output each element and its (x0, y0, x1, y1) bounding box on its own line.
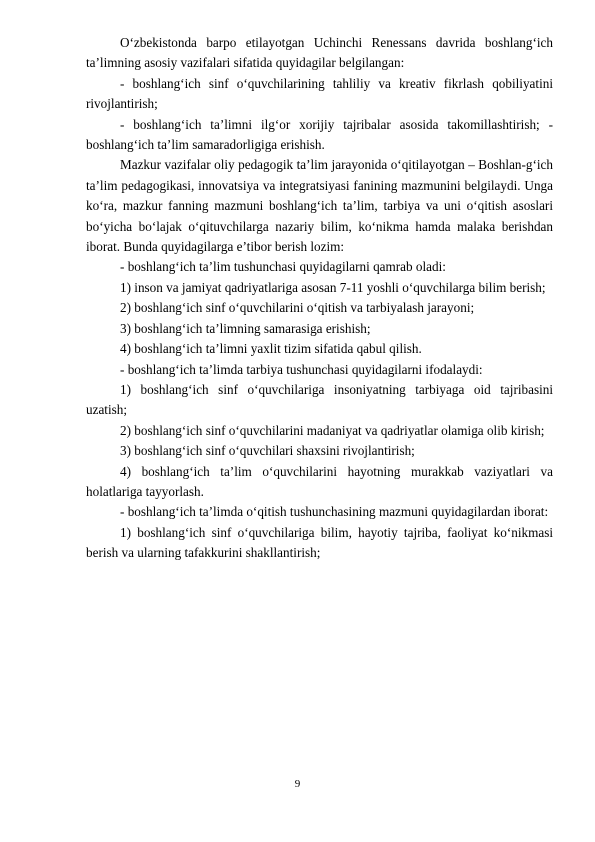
paragraph: Mazkur vazifalar oliy pedagogik ta’lim jarayonida o‘qitilayotgan – Boshlan-g‘ich ta’lim pedagogikasi, innovatsiya va integratsiyasi fanining mazmunini belgilaydi. Unga ko‘ra, mazkur fanning mazmuni boshlang‘ich ta’lim, tarbiya va uni o‘qitish asoslari bo‘yicha bo‘lajak o‘qituvchilarga nazariy bilim, ko‘nikma hamda malaka berishdan iborat. Bunda quyidagilarga e’tibor berish lozim: (86, 157, 553, 255)
page-number: 9 (294, 778, 301, 790)
paragraph: 2) boshlang‘ich sinf o‘quvchilarini o‘qitish va tarbiyalash jarayoni; (120, 300, 475, 316)
document-body (86, 33, 553, 564)
paragraph: O‘zbekistonda barpo etilayotgan Uchinchi Renessans davrida boshlang‘ich ta’limning asosiy vazifalari sifatida quyidagilar belgilangan: (86, 35, 553, 71)
paragraph: 1) inson va jamiyat qadriyatlariga asosan 7-11 yoshli o‘quvchilarga bilim berish; (120, 279, 546, 295)
paragraph: 4) boshlang‘ich ta’lim o‘quvchilarini hayotning murakkab vaziyatlari va holatlariga tayyorlash. (86, 463, 553, 499)
paragraph: - boshlang‘ich ta’lim tushunchasi quyidagilarni qamrab oladi: (120, 259, 446, 275)
paragraph: 1) boshlang‘ich sinf o‘quvchilariga insoniyatning tarbiyaga oid tajribasini uzatish; (86, 381, 553, 418)
paragraph: 3) boshlang‘ich sinf o‘quvchilari shaxsini rivojlantirish; (120, 443, 415, 459)
paragraph: - boshlang‘ich sinf o‘quvchilarining tahliliy va kreativ fikrlash qobiliyatini rivojlantirish; (86, 75, 553, 112)
paragraph: 2) boshlang‘ich sinf o‘quvchilarini madaniyat va qadriyatlar olamiga olib kirish; (120, 422, 545, 438)
paragraph: - boshlang‘ich ta’limni ilg‘or xorijiy tajribalar asosida takomillashtirish; - boshlang‘ich ta’lim samaradorligiga erishish. (86, 116, 553, 153)
paragraph: 1) boshlang‘ich sinf o‘quvchilariga bilim, hayotiy tajriba, faoliyat ko‘nikmasi berish va ularning tafakkurini shakllantirish; (86, 524, 553, 561)
paragraph: - boshlang‘ich ta’limda o‘qitish tushunchasining mazmuni quyidagilardan iborat: (120, 504, 549, 520)
paragraph: 4) boshlang‘ich ta’limni yaxlit tizim sifatida qabul qilish. (120, 341, 422, 357)
paragraph: 3) boshlang‘ich ta’limning samarasiga erishish; (120, 320, 371, 336)
paragraph: - boshlang‘ich ta’limda tarbiya tushunchasi quyidagilarni ifodalaydi: (120, 361, 483, 377)
